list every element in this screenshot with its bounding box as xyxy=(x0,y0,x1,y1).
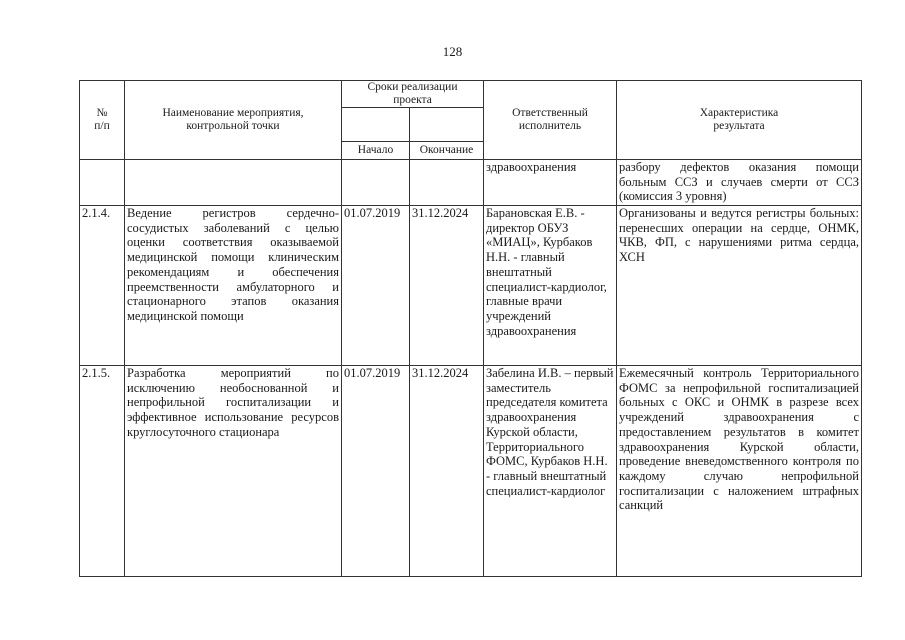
row-name: Разработка мероприятий по исключению необоснованной и непрофильной госпитализации и эффективное использование ресурсов круглосуточного стационара xyxy=(125,366,342,577)
row-result: разбору дефектов оказания помощи больным ССЗ и случаев смерти от ССЗ (комиссия 3 уровня) xyxy=(617,160,862,206)
row-end: 31.12.2024 xyxy=(410,206,484,366)
header-result xyxy=(617,81,862,160)
header-num-line1: № xyxy=(96,107,108,119)
row-responsible: Забелина И.В. – первый заместитель председателя комитета здравоохранения Курской области, Территориального ФОМС, Курбаков Н.Н. - главный внештатный специалист-кардиолог xyxy=(484,366,617,577)
table-row xyxy=(80,366,862,577)
header-start-spacer xyxy=(342,108,410,142)
row-num xyxy=(80,160,125,206)
row-start: 01.07.2019 xyxy=(342,206,410,366)
header-end: Окончание xyxy=(410,142,484,160)
header-period-line1: Сроки реализации xyxy=(367,81,458,93)
row-result: Ежемесячный контроль Территориального ФОМС за непрофильной госпитализацией больных с ОКС и ОНМК в разрезе всех учреждений здравоохранения с предоставлением результатов в комитет здравоохранения Курской области, проведение вневедомственного контроля по каждому случаю непрофильной госпитализации с наложением штрафных санкций xyxy=(617,366,862,577)
row-start: 01.07.2019 xyxy=(342,366,410,577)
row-result: Организованы и ведутся регистры больных: перенесших операции на сердце, ОНМК, ЧКВ, ФП, с нарушениями ритма сердца, ХСН xyxy=(617,206,862,366)
row-name: Ведение регистров сердечно-сосудистых заболеваний с целью оценки соответствия оказываемой медицинской помощи клиническим рекомендациям и обеспечения преемственности амбулаторного и стационарного этапов оказания медицинской помощи xyxy=(125,206,342,366)
header-end-spacer xyxy=(410,108,484,142)
row-end: 31.12.2024 xyxy=(410,366,484,577)
header-num xyxy=(80,81,125,160)
row-end xyxy=(410,160,484,206)
row-responsible: здравоохранения xyxy=(484,160,617,206)
header-period xyxy=(342,81,484,108)
row-name xyxy=(125,160,342,206)
header-start: Начало xyxy=(342,142,410,160)
header-name xyxy=(125,81,342,160)
row-num: 2.1.4. xyxy=(80,206,125,366)
header-responsible-line2: исполнитель xyxy=(518,120,582,132)
table-row xyxy=(80,206,862,366)
row-num: 2.1.5. xyxy=(80,366,125,577)
header-responsible-line1: Ответственный xyxy=(512,107,588,119)
header-name-line1: Наименование мероприятия, xyxy=(162,107,304,119)
page-number: 128 xyxy=(442,44,463,59)
row-start xyxy=(342,160,410,206)
header-responsible xyxy=(484,81,617,160)
header-period-line2: проекта xyxy=(393,94,432,106)
header-num-line2: п/п xyxy=(94,120,110,132)
header-name-line2: контрольной точки xyxy=(186,120,280,132)
measures-table xyxy=(79,80,862,577)
header-result-line2: результата xyxy=(713,120,765,132)
table-row xyxy=(80,160,862,206)
header-result-line1: Характеристика xyxy=(699,107,779,119)
row-responsible: Барановская Е.В. - директор ОБУЗ «МИАЦ», Курбаков Н.Н. - главный внештатный специалист-кардиолог, главные врачи учреждений здравоохранения xyxy=(484,206,617,366)
